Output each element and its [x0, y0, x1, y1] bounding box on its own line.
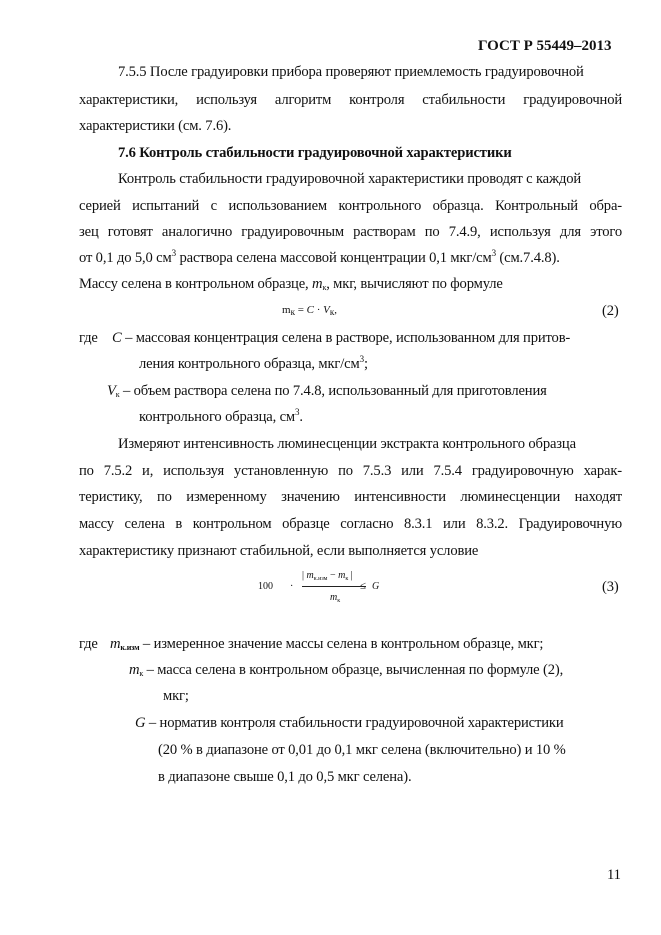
paragraph-1-line-2: серией испытаний с использованием контрольного образца. Контрольный обра-: [79, 198, 622, 214]
formula-3-m1-sub: к.изм: [313, 576, 328, 582]
line4-text-e: (см.7.4.8).: [495, 250, 560, 266]
paragraph-2-line-3: теристику, по измеренному значению интенсивности люминесценции находят: [79, 489, 622, 505]
subscript-k: к: [322, 283, 327, 292]
where-v-text-1: – объем раствора селена по 7.4.8, использованный для приготовления: [119, 383, 547, 399]
formula-3-den-m: m: [330, 592, 338, 603]
formula-3-m1: m: [306, 570, 314, 581]
paragraph-2-line-5: характеристику признают стабильной, если выполняется условие: [79, 543, 479, 559]
formula-3-numerator: [302, 570, 353, 581]
formula-3-denominator: [330, 592, 340, 603]
document-code: ГОСТ Р 55449–2013: [478, 38, 612, 54]
cube-superscript: 3: [294, 407, 300, 417]
where-m-k-line-2: мкг;: [163, 688, 189, 704]
symbol-m: m: [312, 276, 323, 292]
where-label-2: где: [79, 636, 98, 652]
where-c-line-1: [112, 330, 570, 347]
where-m-k-text-1: – масса селена в контрольном образце, вычисленная по формуле (2),: [143, 662, 564, 678]
subscript-k: к: [139, 669, 144, 678]
formula-2-equals: =: [297, 304, 304, 316]
paragraph-7-5-5-line-1: 7.5.5 После градуировки прибора проверяют приемлемость градуировочной: [118, 64, 584, 80]
paragraph-1-line-1: Контроль стабильности градуировочной характеристики проводят с каждой: [118, 171, 582, 187]
subscript-k: к: [115, 390, 120, 399]
where-c-text-2c: ;: [363, 356, 368, 372]
formula-3-m2: m: [338, 570, 346, 581]
formula-2-lhs-sub: к: [290, 307, 295, 317]
formula-3-number: (3): [602, 579, 619, 595]
where-v-line-2: [139, 409, 303, 426]
page-number: 11: [607, 867, 621, 883]
symbol-m: m: [110, 636, 121, 652]
line5-text-a: Массу селена в контрольном образце,: [79, 276, 313, 292]
where-c-text-2a: ления контрольного образца, мкг/см: [139, 356, 360, 372]
formula-2-number: (2): [602, 303, 619, 319]
where-v-text-2a: контрольного образца, см: [139, 409, 295, 425]
formula-2-v: V: [323, 304, 330, 316]
where-g-text-1: – норматив контроля стабильности градуировочной характеристики: [145, 715, 564, 731]
formula-2-v-sub: к: [329, 307, 335, 317]
fraction-line: [302, 586, 366, 587]
formula-3-den-sub: к: [337, 598, 341, 604]
line4-text-c: раствора селена массовой концентрации 0,1 мкг/см: [175, 250, 492, 266]
section-heading-7-6: 7.6 Контроль стабильности градуировочной характеристики: [118, 145, 512, 161]
where-g-line-3: в диапазоне свыше 0,1 до 0,5 мкг селена).: [158, 769, 412, 785]
formula-2: [282, 304, 337, 316]
formula-3: [258, 568, 388, 610]
formula-3-abs-bar-right: |: [350, 570, 353, 581]
subscript-k-izm: к.изм: [120, 643, 140, 652]
where-c-text-1: – массовая концентрация селена в растворе, использованном для притов-: [121, 330, 571, 346]
paragraph-2-line-1: Измеряют интенсивность люминесценции экстракта контрольного образца: [118, 436, 576, 452]
paragraph-7-5-5-line-3: характеристики (см. 7.6).: [79, 118, 232, 134]
formula-3-g: G: [372, 581, 380, 592]
symbol-g: G: [135, 715, 146, 731]
where-v-line-1: [107, 383, 547, 400]
paragraph-1-line-5: [79, 276, 503, 293]
cube-superscript: 3: [359, 354, 364, 364]
symbol-c: C: [112, 330, 122, 346]
paragraph-7-5-5-line-2: характеристики, используя алгоритм контроля стабильности градуировочной: [79, 92, 622, 108]
paragraph-2-line-4: массу селена в контрольном образце согласно 8.3.1 или 8.3.2. Градуировочную: [79, 516, 622, 532]
formula-2-lhs: m: [282, 304, 291, 316]
where-m-izm-line: [110, 636, 543, 653]
formula-3-leq: ≤: [360, 580, 367, 592]
formula-3-minus: −: [329, 570, 336, 581]
formula-2-comma: ,: [334, 304, 338, 316]
cube-superscript: 3: [491, 248, 496, 258]
where-g-line-1: [135, 715, 564, 732]
cube-superscript: 3: [171, 248, 176, 258]
where-c-line-2: [139, 356, 368, 373]
line5-text-d: , мкг, вычисляют по формуле: [326, 276, 503, 292]
formula-3-m2-sub: к: [345, 576, 349, 582]
symbol-m: m: [129, 662, 140, 678]
where-m-k-line-1: [129, 662, 563, 679]
where-label-1: где: [79, 330, 98, 346]
paragraph-1-line-3: зец готовят аналогично градуировочным растворам по 7.4.9, используя для этого: [79, 224, 622, 240]
formula-3-coef: 100: [258, 581, 273, 592]
formula-2-dot: ·: [316, 304, 321, 316]
paragraph-1-line-4: [79, 250, 622, 267]
where-g-line-2: (20 % в диапазоне от 0,01 до 0,1 мкг селена (включительно) и 10 %: [158, 742, 566, 758]
formula-2-c: C: [306, 304, 314, 316]
where-m-izm-text: – измеренное значение массы селена в контрольном образце, мкг;: [139, 636, 544, 652]
symbol-v: V: [107, 383, 116, 399]
line4-text-a: от 0,1 до 5,0 см: [79, 250, 172, 266]
where-v-text-2c: .: [299, 409, 303, 425]
formula-3-abs-bar-left: |: [302, 570, 305, 581]
formula-3-dot: ·: [290, 581, 294, 592]
paragraph-2-line-2: по 7.5.2 и, используя установленную по 7.5.3 или 7.5.4 градуировочную харак-: [79, 463, 622, 479]
